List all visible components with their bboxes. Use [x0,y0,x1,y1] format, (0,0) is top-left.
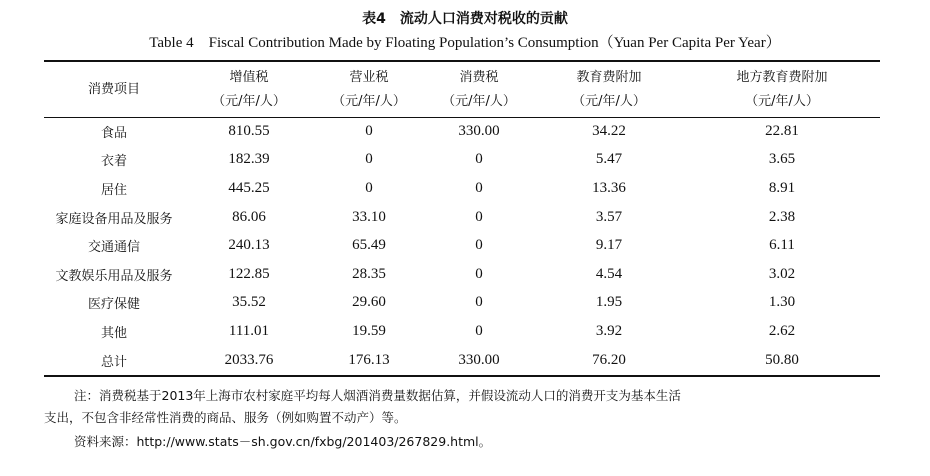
data-source: 资料来源：http://www.stats－sh.gov.cn/fxbg/201403/267829.html。 [74,434,492,449]
table-cell-value: 0 [475,237,483,254]
table-cell-value: 9.17 [595,237,623,254]
table-cell-value: 111.01 [228,322,270,339]
table-cell-value: 330.00 [458,351,500,368]
table-row [44,289,880,318]
table-cell-value: 0 [365,151,373,168]
table-title-chinese: 表4 流动人口消费对税收的贡献 [362,11,568,27]
table-cell-value: 13.36 [592,179,626,196]
table-cell-value: 2.38 [768,208,796,225]
table-header-row [44,62,880,117]
column-header-consumption-tax [424,62,534,117]
table-cell-value: 76.20 [592,351,626,368]
table-cell-value: 0 [365,179,373,196]
column-header-local-education-surcharge [684,62,880,117]
table-cell-value: 1.95 [595,294,623,311]
table-row [44,203,880,232]
table-cell-value: 0 [475,322,483,339]
table-cell-item: 总计 [100,354,127,370]
table-cell-value: 4.54 [595,265,623,282]
table-cell-value: 0 [475,179,483,196]
table-cell-item: 医疗保健 [87,297,140,313]
table-cell-value: 176.13 [348,351,390,368]
table-cell-value: 3.92 [595,322,623,339]
column-header-label: 营业税 [349,69,389,85]
table-row [44,317,880,346]
table-cell-value: 0 [475,294,483,311]
table-cell-value: 2.62 [768,322,796,339]
table-row [44,260,880,289]
table-cell-value: 3.65 [768,151,796,168]
column-header-unit: （元/年/人） [745,93,819,109]
table-cell-item: 衣着 [100,154,127,170]
table-bottom-rule [44,375,880,377]
table-cell-value: 0 [475,151,483,168]
tax-contribution-table [44,62,880,374]
table-row [44,146,880,175]
table-cell-value: 1.30 [768,294,796,311]
column-header-unit: （元/年/人） [572,93,646,109]
column-header-label: 增值税 [229,69,269,85]
note-text-line-1: 注：消费税基于2013年上海市农村家庭平均每人烟酒消费量数据估算，并假设流动人口的消费开支为基本生活 [74,388,681,403]
table-cell-value: 35.52 [232,294,266,311]
table-cell-item: 家庭设备用品及服务 [55,211,173,227]
table-cell-value: 6.11 [769,237,795,254]
table-cell-value: 3.57 [595,208,623,225]
column-header-unit: （元/年/人） [332,93,406,109]
column-header-label: 地方教育费附加 [736,69,828,85]
table-cell-value: 2033.76 [224,351,274,368]
table-row [44,117,880,146]
table-cell-value: 22.81 [765,122,799,139]
table-cell-item: 其他 [100,325,127,341]
table-cell-value: 5.47 [595,151,623,168]
table-cell-value: 0 [365,122,373,139]
table-cell-value: 122.85 [228,265,270,282]
column-header-label: 消费税 [459,69,499,85]
table-cell-value: 330.00 [458,122,500,139]
table-cell-value: 28.35 [352,265,386,282]
table-cell-value: 810.55 [228,122,270,139]
table-row-total [44,346,880,375]
column-header-unit: （元/年/人） [212,93,286,109]
column-header-label: 教育费附加 [576,69,642,85]
table-cell-value: 19.59 [352,322,386,339]
table-cell-item: 食品 [100,125,127,141]
table-cell-value: 0 [475,265,483,282]
table-cell-value: 65.49 [352,237,386,254]
table-cell-item: 居住 [100,182,127,198]
table-cell-value: 445.25 [228,179,270,196]
table-cell-item: 文教娱乐用品及服务 [55,268,173,284]
column-header-label: 消费项目 [87,81,140,97]
table-row [44,174,880,203]
table-cell-value: 240.13 [228,237,270,254]
table-cell-value: 33.10 [352,208,386,225]
table-row [44,231,880,260]
table-title-english: Table 4 Fiscal Contribution Made by Floating Population’s Consumption（Yuan Per Capita Per Year） [149,35,781,51]
table-cell-value: 34.22 [592,122,626,139]
note-text-line-2: 支出，不包含非经常性消费的商品、服务（例如购置不动产）等。 [44,410,407,425]
table-cell-value: 0 [475,208,483,225]
column-header-unit: （元/年/人） [442,93,516,109]
table-cell-value: 182.39 [228,151,270,168]
column-header-vat [184,62,314,117]
table-cell-value: 8.91 [768,179,796,196]
column-header-business-tax [314,62,424,117]
table-cell-value: 29.60 [352,294,386,311]
column-header-education-surcharge [534,62,684,117]
table-cell-value: 86.06 [232,208,266,225]
table-cell-value: 50.80 [765,351,799,368]
table-cell-value: 3.02 [768,265,796,282]
table-cell-item: 交通通信 [87,240,140,256]
column-header-item [44,62,184,117]
